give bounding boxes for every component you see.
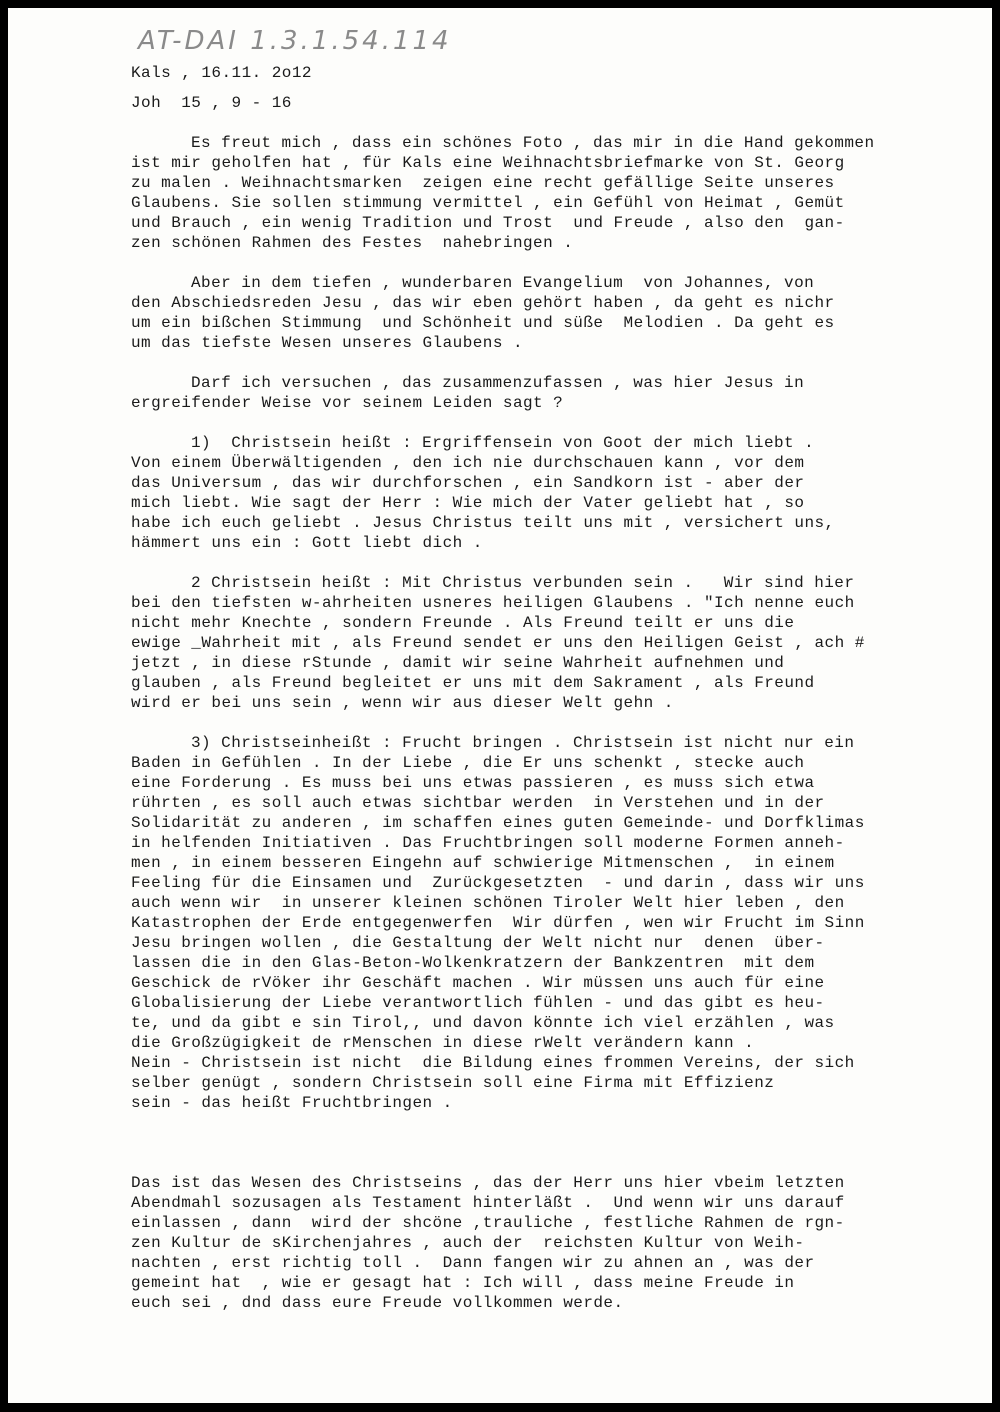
archive-reference-handwritten: AT-DAI 1.3.1.54.114	[138, 26, 452, 56]
text-line: auch wenn wir in unserer kleinen schönen Tiroler Welt hier leben , den	[131, 894, 845, 912]
text-line: ergreifender Weise vor seinem Leiden sagt ?	[131, 394, 564, 412]
place-date: Kals , 16.11. 2o12	[131, 64, 312, 82]
bible-reference: Joh 15 , 9 - 16	[131, 94, 292, 112]
text-line: Geschick de rVöker ihr Geschäft machen . Wir müssen uns auch für eine	[131, 974, 825, 992]
text-line: Glaubens. Sie sollen stimmung vermittel , ein Gefühl von Heimat , Gemüt	[131, 194, 845, 212]
text-line: die Großzügigkeit de rMenschen in diese rWelt verändern kann .	[131, 1034, 755, 1052]
text-line: 3) Christseinheißt : Frucht bringen . Christsein ist nicht nur ein	[191, 734, 855, 752]
text-line: zen schönen Rahmen des Festes nahebringen .	[131, 234, 574, 252]
paragraph-6	[131, 733, 992, 1113]
text-line: Globalisierung der Liebe verantwortlich fühlen - und das gibt es heu-	[131, 994, 825, 1012]
text-line: Das ist das Wesen des Christseins , das der Herr uns hier vbeim letzten	[131, 1174, 845, 1192]
text-line: nicht mehr Knechte , sondern Freunde . Als Freund teilt er uns die	[131, 614, 795, 632]
text-line: sein - das heißt Fruchtbringen .	[131, 1094, 453, 1112]
paragraph-5	[131, 573, 992, 713]
text-line: um das tiefste Wesen unseres Glaubens .	[131, 334, 524, 352]
document-page	[8, 8, 992, 1403]
text-line: rührten , es soll auch etwas sichtbar werden in Verstehen und in der	[131, 794, 825, 812]
text-line: mich liebt. Wie sagt der Herr : Wie mich der Vater geliebt hat , so	[131, 494, 805, 512]
text-line: bei den tiefsten w-ahrheiten usneres heiligen Glaubens . "Ich nenne euch	[131, 594, 855, 612]
text-line: um ein bißchen Stimmung und Schönheit und süße Melodien . Da geht es	[131, 314, 835, 332]
paragraph-2	[131, 273, 992, 353]
text-line: den Abschiedsreden Jesu , das wir eben gehört haben , da geht es nichr	[131, 294, 835, 312]
text-line: te, und da gibt e sin Tirol,, und davon könnte ich viel erzählen , was	[131, 1014, 835, 1032]
text-line: Solidarität zu anderen , im schaffen eines guten Gemeinde- und Dorfklimas	[131, 814, 865, 832]
text-line: in helfenden Initiativen . Das Fruchtbringen soll moderne Formen anneh-	[131, 834, 845, 852]
text-line: Feeling für die Einsamen und Zurückgesetzten - und darin , dass wir uns	[131, 874, 865, 892]
paragraph-7	[131, 1173, 992, 1313]
paragraph-3	[131, 373, 992, 413]
text-line: zu malen . Weihnachtsmarken zeigen eine recht gefällige Seite unseres	[131, 174, 835, 192]
text-line: Nein - Christsein ist nicht die Bildung eines frommen Vereins, der sich	[131, 1054, 855, 1072]
text-line: Jesu bringen wollen , die Gestaltung der Welt nicht nur denen über-	[131, 934, 825, 952]
text-line: Von einem Überwältigenden , den ich nie durchschauen kann , vor dem	[131, 454, 805, 472]
text-line: gemeint hat , wie er gesagt hat : Ich will , dass meine Freude in	[131, 1274, 795, 1292]
text-line: ewige _Wahrheit mit , als Freund sendet er uns den Heiligen Geist , ach #	[131, 634, 865, 652]
text-line: Darf ich versuchen , das zusammenzufassen , was hier Jesus in	[191, 374, 805, 392]
text-line: Abendmahl sozusagen als Testament hinterläßt . Und wenn wir uns darauf	[131, 1194, 845, 1212]
text-line: Aber in dem tiefen , wunderbaren Evangelium von Johannes, von	[191, 274, 815, 292]
text-line: eine Forderung . Es muss bei uns etwas passieren , es muss sich etwa	[131, 774, 815, 792]
text-line: habe ich euch geliebt . Jesus Christus teilt uns mit , versichert uns,	[131, 514, 835, 532]
text-line: und Brauch , ein wenig Tradition und Trost und Freude , also den gan-	[131, 214, 845, 232]
text-line: nachten , erst richtig toll . Dann fangen wir zu ahnen an , was der	[131, 1254, 815, 1272]
text-line: 1) Christsein heißt : Ergriffensein von Goot der mich liebt .	[191, 434, 815, 452]
text-line: jetzt , in diese rStunde , damit wir seine Wahrheit aufnehmen und	[131, 654, 785, 672]
text-line: glauben , als Freund begleitet er uns mit dem Sakrament , als Freund	[131, 674, 815, 692]
text-line: men , in einem besseren Eingehn auf schwierige Mitmenschen , in einem	[131, 854, 835, 872]
text-line: Baden in Gefühlen . In der Liebe , die Er uns schenkt , stecke auch	[131, 754, 805, 772]
text-line: euch sei , dnd dass eure Freude vollkommen werde.	[131, 1294, 624, 1312]
text-line: hämmert uns ein : Gott liebt dich .	[131, 534, 483, 552]
text-line: Katastrophen der Erde entgegenwerfen Wir dürfen , wen wir Frucht im Sinn	[131, 914, 865, 932]
paragraph-4	[131, 433, 992, 553]
text-line: wird er bei uns sein , wenn wir aus dieser Welt gehn .	[131, 694, 674, 712]
text-line: selber genügt , sondern Christsein soll eine Firma mit Effizienz	[131, 1074, 775, 1092]
paragraph-1	[131, 133, 992, 253]
text-line: ist mir geholfen hat , für Kals eine Weihnachtsbriefmarke von St. Georg	[131, 154, 845, 172]
text-line: zen Kultur de sKirchenjahres , auch der reichsten Kultur von Weih-	[131, 1234, 805, 1252]
text-line: Es freut mich , dass ein schönes Foto , das mir in die Hand gekommen	[191, 134, 875, 152]
text-line: lassen die in den Glas-Beton-Wolkenkratzern der Bankzentren mit dem	[131, 954, 815, 972]
sermon-text	[131, 53, 992, 1313]
text-line: das Universum , das wir durchforschen , ein Sandkorn ist - aber der	[131, 474, 805, 492]
text-line: einlassen , dann wird der shcöne ,trauliche , festliche Rahmen de rgn-	[131, 1214, 845, 1232]
text-line: 2 Christsein heißt : Mit Christus verbunden sein . Wir sind hier	[191, 574, 855, 592]
